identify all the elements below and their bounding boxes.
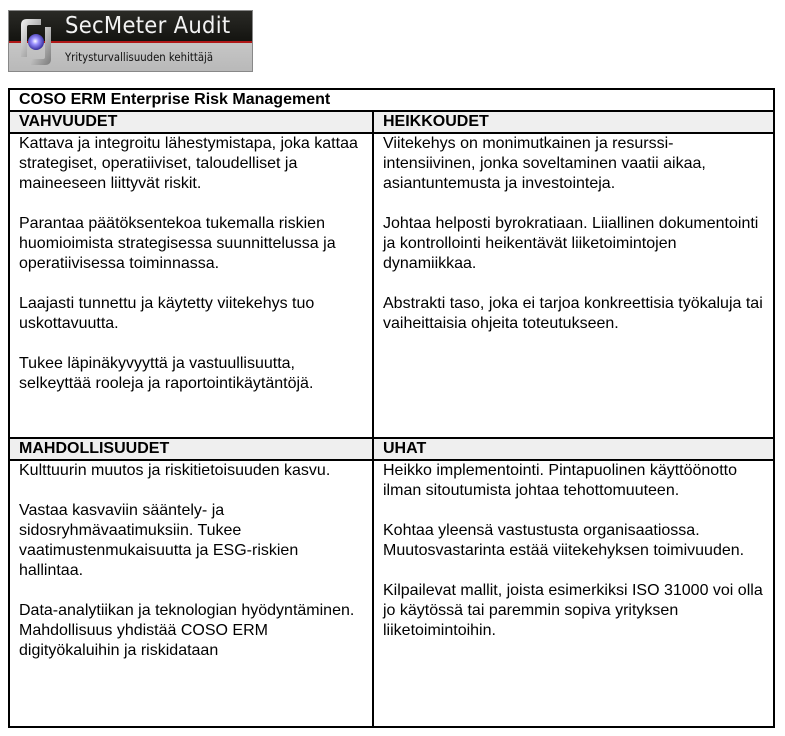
header-row-bottom	[9, 438, 774, 460]
threats-heading: UHAT	[373, 438, 774, 460]
table-title: COSO ERM Enterprise Risk Management	[9, 89, 774, 111]
strengths-heading: VAHVUUDET	[9, 111, 373, 133]
logo-subtitle: Yritysturvallisuuden kehittäjä	[65, 50, 214, 64]
strength-item: Kattava ja integroitu lähestymistapa, joka kattaa strategiset, operatiiviset, taloudelliset ja maineeseen liittyvät riskit.	[19, 135, 358, 192]
content-row-bottom	[9, 460, 774, 727]
threat-item: Heikko implementointi. Pintapuolinen käyttöönotto ilman sitoutumista johtaa tehottomuuteen.	[383, 462, 737, 499]
opportunity-item: Vastaa kasvaviin sääntely- ja sidosryhmävaatimuksiin. Tukee vaatimustenmukaisuutta ja ESG-riskien hallintaa.	[19, 502, 299, 579]
strength-item: Parantaa päätöksentekoa tukemalla riskien huomioimista strategisessa suunnittelussa ja operatiivisessa toiminnassa.	[19, 215, 336, 272]
title-row	[9, 89, 774, 111]
content-row-top	[9, 133, 774, 438]
strengths-cell	[9, 133, 373, 438]
strength-item: Laajasti tunnettu ja käytetty viitekehys tuo uskottavuutta.	[19, 295, 315, 332]
weakness-item: Viitekehys on monimutkainen ja resurssi-intensiivinen, jonka soveltaminen vaatii aikaa, asiantuntemusta ja investointeja.	[383, 135, 706, 192]
threat-item: Kilpailevat mallit, joista esimerkiksi ISO 31000 voi olla jo käytössä tai paremmin sopiva yrityksen liiketoimintoihin.	[383, 582, 763, 639]
opportunity-item: Data-analytiikan ja teknologian hyödyntäminen. Mahdollisuus yhdistää COSO ERM digityökaluihin ja riskidataan	[19, 602, 355, 659]
weaknesses-heading: HEIKKOUDET	[373, 111, 774, 133]
secmeter-logo-banner	[8, 10, 253, 72]
weaknesses-cell	[373, 133, 774, 438]
threat-item: Kohtaa yleensä vastustusta organisaatiossa. Muutosvastarinta estää viitekehyksen toimivuuden.	[383, 522, 745, 559]
swot-table	[8, 88, 775, 728]
opportunities-cell	[9, 460, 373, 727]
logo-title: SecMeter Audit	[65, 13, 231, 39]
weakness-item: Abstrakti taso, joka ei tarjoa konkreettisia työkaluja tai vaiheittaisia ohjeita toteutukseen.	[383, 295, 763, 332]
opportunities-heading: MAHDOLLISUUDET	[9, 438, 373, 460]
logo-emblem-icon	[15, 17, 57, 67]
weakness-item: Johtaa helposti byrokratiaan. Liiallinen dokumentointi ja kontrollointi heikentävät liiketoimintojen dynamiikkaa.	[383, 215, 759, 272]
opportunity-item: Kulttuurin muutos ja riskitietoisuuden kasvu.	[19, 462, 331, 479]
header-row-top	[9, 111, 774, 133]
strength-item: Tukee läpinäkyvyyttä ja vastuullisuutta, selkeyttää rooleja ja raportointikäytäntöjä.	[19, 355, 314, 392]
threats-cell	[373, 460, 774, 727]
